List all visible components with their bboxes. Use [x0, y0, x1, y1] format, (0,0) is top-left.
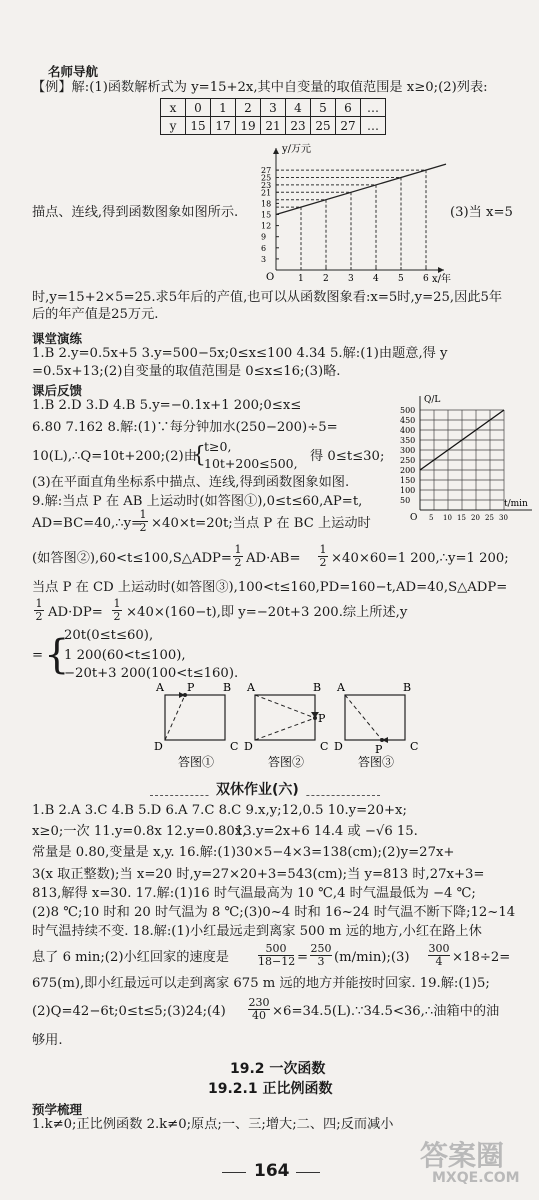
production-value-chart	[256, 140, 452, 285]
piecewise-eq: =	[32, 648, 44, 663]
fraction-half-3: 1 2	[319, 543, 327, 569]
svg-text:P: P	[318, 712, 326, 725]
weekend-line-11: 够用.	[32, 1033, 63, 1048]
x-tick-label: 10	[443, 514, 452, 522]
x-tick-label: 15	[457, 514, 466, 522]
example-line-2b: (3)当 x=5	[450, 205, 513, 220]
svg-text:答图③: 答图③	[358, 755, 395, 769]
feedback-line-6b: ×40×t=20t;当点 P 在 BC 上运动时	[151, 516, 371, 531]
x-tick-label: 3	[348, 274, 354, 284]
weekend-line-8c: (m/min);(3)	[334, 950, 410, 965]
weekend-line-10a: (2)Q=42−6t;0≤t≤5;(3)24;(4)	[32, 1004, 226, 1019]
weekend-line-6: (2)8 ℃;10 时和 20 时气温为 8 ℃;(3)0~4 时和 16~24 时气温不断下降;12~14	[32, 905, 516, 920]
class-practice-line-1: 1.B 2.y=0.5x+5 3.y=500−5x;0≤x≤100 4.34 5.解:(1)由题意,得 y	[32, 346, 448, 361]
fraction-250-3: 250 3	[310, 942, 332, 968]
piecewise-brace: {	[44, 632, 70, 678]
section-guide: 名师导航	[48, 64, 99, 79]
feedback-line-6a: AD=BC=40,∴y=	[32, 516, 143, 531]
weekend-line-8d: ×18÷2=	[452, 950, 511, 965]
feedback-line-4: (3)在平面直角坐标系中描点、连线,得到函数图象如图.	[32, 475, 350, 490]
watermark-logo: 答案圈	[420, 1139, 505, 1172]
weekend-q13-15: 13.y=2x+6 14.4 或 −√6 15.	[235, 824, 418, 839]
x-tick-label: 25	[485, 514, 494, 522]
weekend-line-4: 3(x 取正整数);当 x=20 时,y=27×20+3=543(cm);当 y=813 时,27x+3=	[32, 867, 485, 882]
y-axis-label: Q/L	[424, 395, 441, 405]
section-preview: 预学梳理	[32, 1102, 83, 1117]
piecewise-line-2: 1 200(60<t≤100),	[64, 648, 186, 663]
weekend-line-3: 常量是 0.80,变量是 x,y. 16.解:(1)30×5−4×3=138(cm);(2)y=27x+	[32, 845, 455, 860]
svg-text:A: A	[337, 681, 345, 694]
table-row-y: y 15 17 19 21 23 25 27 …	[161, 117, 386, 135]
answer-figures	[150, 680, 420, 775]
example-line-4: 后的年产值是25万元.	[32, 307, 159, 322]
svg-text:A: A	[156, 681, 164, 694]
x-axis-arrow	[438, 267, 444, 273]
feedback-line-7a: (如答图②),60<t≤100,S△ADP=	[32, 551, 232, 566]
feedback-line-2: 6.80 7.162 8.解:(1)∵每分钟加水(250−200)÷5=	[32, 420, 338, 435]
feedback-line-3a: 10(L),∴Q=10t+200;(2)由	[32, 449, 197, 464]
feedback-line-7b: AD·AB=	[246, 551, 301, 566]
piecewise-line-3: −20t+3 200(100<t≤160).	[64, 666, 239, 681]
y-axis-label: y/万元	[282, 144, 312, 155]
figure-2	[244, 681, 328, 769]
value-table	[160, 98, 386, 135]
x-tick-label: 6	[423, 274, 429, 284]
page-number: 164	[254, 1161, 290, 1181]
y-tick-label: 100	[400, 486, 416, 495]
y-tick-label: 3	[261, 254, 267, 264]
figure-1	[154, 681, 238, 769]
svg-text:B: B	[313, 681, 322, 694]
svg-text:C: C	[410, 740, 419, 753]
x-axis-label: x/年	[432, 274, 452, 285]
svg-text:D: D	[244, 740, 253, 753]
y-tick-label: 21	[261, 188, 272, 198]
lesson-subtitle: 19.2.1 正比例函数	[208, 1081, 333, 1097]
table-row-x: x 0 1 2 3 4 5 6 …	[161, 99, 386, 117]
svg-text:P: P	[187, 681, 195, 694]
y-tick-label: 27	[261, 166, 272, 176]
x-tick-label: 4	[373, 274, 379, 284]
weekend-line-8b: =	[297, 950, 309, 965]
x-axis-label: t/min	[504, 499, 528, 509]
system-line-2: 10t+200≤500,	[204, 456, 298, 471]
weekend-line-9: 675(m),即小红最远可以走到离家 675 m 远的地方并能按时回家. 19.解:(1)5;	[32, 976, 490, 991]
y-tick-label: 9	[261, 232, 267, 242]
x-tick-label: 30	[499, 514, 508, 522]
weekend-line-7: 时气温持续不变. 18.解:(1)小红最远走到离家 500 m 远的地方,小红在路上休	[32, 924, 482, 939]
fraction-half-2: 1 2	[234, 543, 242, 569]
weekend-line-5: 813,解得 x=30. 17.解:(1)16 时气温最高为 10 ℃,4 时气温最低为 −4 ℃;	[32, 886, 476, 901]
svg-text:答图①: 答图①	[178, 755, 215, 769]
fraction-half-1: 1 2	[139, 508, 147, 534]
y-tick-label: 500	[400, 406, 416, 415]
feedback-line-9a: AD·DP=	[48, 605, 103, 620]
y-tick-label: 250	[400, 456, 416, 465]
piecewise-line-1: 20t(0≤t≤60),	[64, 628, 154, 643]
y-axis-arrow	[273, 148, 279, 154]
y-tick-label: 25	[261, 173, 272, 183]
fraction-300-4: 300 4	[428, 942, 450, 968]
class-practice-line-2: =0.5x+13;(2)自变量的取值范围是 0≤x≤16;(3)略.	[32, 364, 341, 379]
feedback-line-3b: 得 0≤t≤30;	[310, 449, 385, 464]
svg-text:D: D	[334, 740, 343, 753]
preview-line-1: 1.k≠0;正比例函数 2.k≠0;原点;一、三;增大;二、四;反而减小	[32, 1117, 394, 1132]
watermark-url: MXQE.COM	[432, 1170, 520, 1186]
svg-text:A: A	[247, 681, 255, 694]
y-tick-label: 350	[400, 436, 416, 445]
section-after-class: 课后反馈	[32, 383, 83, 398]
y-tick-label: 6	[261, 243, 267, 253]
example-line-3: 时,y=15+2×5=25.求5年后的产值,也可以从函数图象看:x=5时,y=25,因此5年	[32, 290, 503, 305]
water-volume-chart	[396, 392, 536, 532]
y-tick-label: 12	[261, 221, 272, 231]
svg-text:C: C	[230, 740, 239, 753]
origin-label: O	[266, 272, 275, 283]
feedback-line-7c: ×40×60=1 200,∴y=1 200;	[331, 551, 509, 566]
system-brace: {	[192, 443, 206, 468]
x-tick-label: 1	[298, 274, 304, 284]
feedback-line-5: 9.解:当点 P 在 AB 上运动时(如答图①),0≤t≤60,AP=t,	[32, 494, 363, 509]
page-rule-right	[296, 1172, 320, 1173]
x-tick-label: 20	[471, 514, 480, 522]
fraction-half-4: 1 2	[35, 597, 43, 623]
svg-text:答图②: 答图②	[268, 755, 305, 769]
weekend-line-10b: ×6=34.5(L).∵34.5<36,∴油箱中的油	[272, 1004, 500, 1019]
x-tick-label: 2	[323, 274, 329, 284]
figure-3	[334, 681, 418, 769]
svg-text:C: C	[320, 740, 329, 753]
example-line-1: 【例】解:(1)函数解析式为 y=15+2x,其中自变量的取值范围是 x≥0;(2)列表:	[32, 80, 488, 95]
fraction-230-40: 230 40	[248, 996, 270, 1022]
svg-text:D: D	[154, 740, 163, 753]
y-tick-label: 15	[261, 210, 272, 220]
y-tick-label: 18	[261, 199, 272, 209]
feedback-line-8: 当点 P 在 CD 上运动时(如答图③),100<t≤160,PD=160−t,AD=40,S△ADP=	[32, 580, 508, 595]
y-tick-label: 23	[261, 180, 272, 190]
x-tick-label: 5	[429, 514, 434, 522]
y-tick-label: 300	[400, 446, 416, 455]
feedback-line-9b: ×40×(160−t),即 y=−20t+3 200.综上所述,y	[126, 605, 408, 620]
y-tick-label: 400	[400, 426, 416, 435]
weekend-line-8a: 息了 6 min;(2)小红回家的速度是	[32, 950, 229, 965]
origin-label: O	[410, 513, 418, 523]
y-tick-label: 450	[400, 416, 416, 425]
system-line-1: t≥0,	[204, 439, 232, 454]
weekend-title: 双休作业(六)	[210, 779, 305, 799]
function-line	[276, 164, 446, 214]
section-class-practice: 课堂演练	[32, 331, 83, 346]
svg-text:B: B	[223, 681, 232, 694]
fraction-speed: 500 18−12	[258, 942, 296, 968]
y-tick-label: 200	[400, 466, 416, 475]
svg-text:B: B	[403, 681, 412, 694]
y-tick-label: 150	[400, 476, 416, 485]
page-rule-left	[222, 1172, 246, 1173]
x-tick-label: 5	[398, 274, 404, 284]
example-line-2a: 描点、连线,得到函数图象如图所示.	[32, 205, 239, 220]
svg-text:P: P	[375, 743, 383, 756]
feedback-line-1: 1.B 2.D 3.D 4.B 5.y=−0.1x+1 200;0≤x≤	[32, 398, 302, 413]
weekend-line-1: 1.B 2.A 3.C 4.B 5.D 6.A 7.C 8.C 9.x,y;12,0.5 10.y=20+x;	[32, 803, 407, 818]
lesson-title: 19.2 一次函数	[230, 1061, 326, 1077]
fraction-half-5: 1 2	[113, 597, 121, 623]
y-tick-label: 50	[400, 496, 411, 505]
weekend-line-2: x≥0;一次 11.y=0.8x 12.y=0.80x,	[32, 824, 247, 839]
